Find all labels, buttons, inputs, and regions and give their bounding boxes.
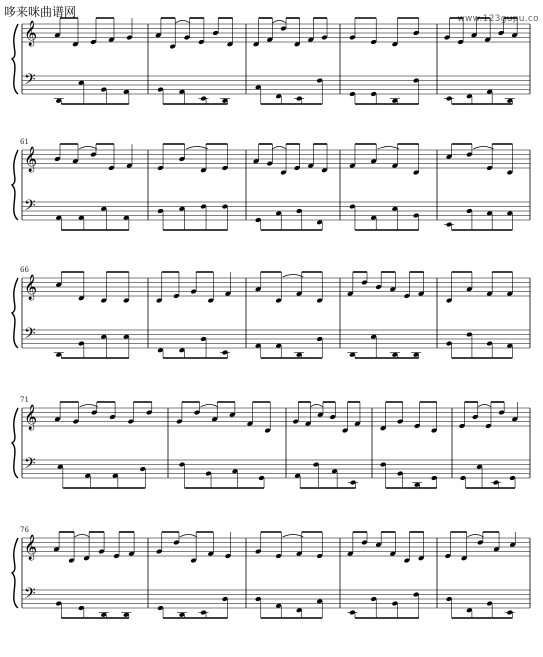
tie — [201, 405, 219, 408]
treble-clef: 𝄞 — [24, 275, 38, 300]
tie — [378, 147, 399, 150]
tie — [79, 147, 97, 150]
tie — [176, 21, 190, 24]
bass-clef: 𝄢 — [24, 455, 36, 476]
measure-number: 76 — [20, 526, 29, 534]
tie — [75, 535, 90, 538]
bass-clef: 𝄢 — [24, 197, 36, 218]
brace — [12, 24, 18, 94]
measure-number: 66 — [20, 266, 29, 274]
treble-clef: 𝄞 — [24, 405, 38, 430]
bass-clef: 𝄢 — [24, 325, 36, 346]
tie — [273, 21, 287, 24]
site-name: 哆来咪曲谱网 — [4, 5, 77, 19]
brace — [12, 150, 18, 220]
bass-clef: 𝄢 — [24, 71, 36, 92]
tie — [186, 147, 208, 150]
tie — [467, 535, 483, 538]
tie — [283, 535, 304, 538]
treble-clef: 𝄞 — [24, 21, 38, 46]
treble-clef: 𝄞 — [24, 535, 38, 560]
bass-clef: 𝄢 — [24, 585, 36, 606]
measure-number: 71 — [20, 396, 29, 404]
site-url: www.123gupu.co — [457, 14, 539, 24]
tie — [473, 147, 493, 150]
tie — [80, 405, 98, 408]
tie — [311, 405, 323, 408]
tie — [478, 405, 491, 408]
measure-number: 61 — [20, 138, 29, 146]
treble-clef: 𝄞 — [24, 147, 38, 172]
brace — [12, 408, 18, 478]
brace — [12, 278, 18, 348]
brace — [12, 538, 18, 608]
tie — [273, 147, 287, 150]
tie — [180, 535, 197, 538]
tie — [283, 275, 304, 278]
